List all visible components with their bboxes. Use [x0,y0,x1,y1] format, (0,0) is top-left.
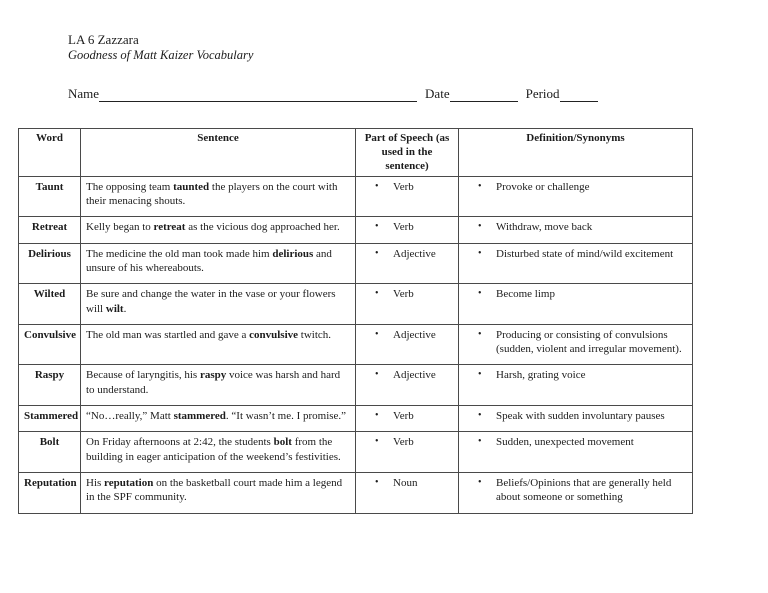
definition-text: Disturbed state of mind/wild excitement [496,247,674,260]
definition [459,365,693,406]
part-of-speech-line [361,220,453,234]
definition-text: Withdraw, move back [496,221,593,234]
sentence-cell [81,365,356,406]
sentence-text: the players on the court with their menacing shouts. [86,180,338,208]
definition [459,472,693,513]
sentence-text: The opposing team [86,180,174,193]
part-of-speech-line [361,328,453,342]
part-of-speech-text: Verb [393,221,414,234]
sentence-text: on the basketball court made him a legend in the SPF community. [86,476,343,504]
sentence-text: His [86,476,105,489]
bullet-icon: • [478,221,482,233]
part-of-speech [356,284,459,325]
vocab-word-bold: delirious [272,247,314,260]
part-of-speech-text: Adjective [393,328,436,341]
definition-text: Harsh, grating voice [496,369,586,382]
vocab-word-bold: stammered [173,410,226,423]
definition-text: Speak with sudden involuntary pauses [496,410,665,423]
definition-line [464,287,687,301]
bullet-icon: • [478,369,482,381]
word-cell: Retreat [19,217,81,243]
part-of-speech [356,324,459,365]
bullet-icon: • [375,410,379,422]
vocab-word-bold: raspy [199,369,227,382]
date-blank [450,88,518,102]
sentence-text: Be sure and change the water in the vase or your flowers will [86,288,336,315]
table-row [19,432,693,473]
course-title: LA 6 Zazzara [68,32,139,47]
bullet-icon: • [375,436,379,448]
definition [459,176,693,217]
part-of-speech [356,432,459,473]
part-of-speech-line [361,435,453,449]
definition-text: Beliefs/Opinions that are generally held about someone or something [496,476,672,504]
table-row [19,284,693,325]
column-header: Definition/Synonyms [459,128,693,176]
table-row [19,406,693,432]
definition [459,217,693,243]
word-cell: Stammered [19,406,81,432]
table-row [19,472,693,513]
bullet-icon: • [375,221,379,233]
sentence-cell [81,406,356,432]
worksheet-title: Goodness of Matt Kaizer Vocabulary [68,48,254,63]
word-cell: Convulsive [19,324,81,365]
sentence-text: The old man was startled and gave a [86,328,250,341]
column-header: Word [19,128,81,176]
name-label: Name [68,85,100,101]
sentence-text: . “It wasn’t me. I promise.” [225,410,347,423]
definition [459,284,693,325]
definition [459,324,693,365]
sentence-cell [81,432,356,473]
part-of-speech-text: Verb [393,180,414,193]
vocab-word-bold: retreat [153,221,186,234]
part-of-speech-text: Noun [393,476,418,489]
word-cell: Bolt [19,432,81,473]
sentence-text: from the building in eager anticipation of the weekend’s festivities. [86,436,341,463]
part-of-speech-text: Adjective [393,247,436,260]
vocabulary-table [18,128,693,514]
word-cell: Delirious [19,243,81,284]
definition-line [464,368,687,382]
table-header-row [19,128,693,176]
table-row [19,365,693,406]
definition [459,432,693,473]
bullet-icon: • [478,180,482,192]
sentence-text: as the vicious dog approached her. [185,221,340,234]
bullet-icon: • [478,410,482,422]
definition-text: Become limp [496,288,555,301]
definition [459,243,693,284]
sentence-cell [81,324,356,365]
sentence-cell [81,284,356,325]
date-label: Date [425,85,450,101]
sentence-text: . [123,302,127,315]
word-cell: Taunt [19,176,81,217]
bullet-icon: • [478,436,482,448]
part-of-speech-text: Verb [393,436,414,449]
definition-text: Sudden, unexpected movement [496,436,634,449]
definition-line [464,409,687,423]
bullet-icon: • [375,328,379,340]
definition-line [464,328,687,357]
sentence-cell [81,217,356,243]
part-of-speech-line [361,247,453,261]
part-of-speech [356,472,459,513]
definition [459,406,693,432]
bullet-icon: • [375,247,379,259]
period-blank [560,88,598,102]
part-of-speech-line [361,368,453,382]
sentence-text: Because of laryngitis, his [86,369,200,382]
sentence-text: Kelly began to [86,221,154,234]
definition-text: Producing or consisting of convulsions (sudden, violent and irregular movement). [496,328,682,356]
vocab-word-bold: taunted [173,180,210,193]
part-of-speech-line [361,287,453,301]
sentence-text: The medicine the old man took made him [86,247,273,260]
sentence-cell [81,472,356,513]
sentence-text: “No…really,” Matt [86,410,174,423]
part-of-speech [356,217,459,243]
part-of-speech-text: Verb [393,288,414,301]
sentence-text: voice was harsh and hard to understand. [86,369,341,396]
vocab-word-bold: reputation [104,476,154,489]
name-date-period-line [68,86,630,102]
vocab-word-bold: bolt [273,436,292,449]
word-cell: Raspy [19,365,81,406]
part-of-speech-line [361,180,453,194]
definition-line [464,476,687,505]
definition-line [464,180,687,194]
table-row [19,243,693,284]
column-header: Part of Speech (as used in the sentence) [356,128,459,176]
bullet-icon: • [375,476,379,488]
table-row [19,217,693,243]
definition-line [464,220,687,234]
sentence-text: On Friday afternoons at 2:42, the students [86,436,274,449]
table-row [19,176,693,217]
bullet-icon: • [478,288,482,300]
part-of-speech-line [361,476,453,490]
part-of-speech [356,243,459,284]
bullet-icon: • [375,180,379,192]
part-of-speech [356,365,459,406]
name-blank [99,88,417,102]
sentence-cell [81,176,356,217]
part-of-speech-text: Adjective [393,369,436,382]
definition-line [464,435,687,449]
part-of-speech [356,176,459,217]
bullet-icon: • [478,247,482,259]
sentence-text: and unsure of his whereabouts. [86,247,332,274]
vocab-word-bold: wilt [105,302,124,315]
sentence-cell [81,243,356,284]
bullet-icon: • [478,328,482,340]
part-of-speech-text: Verb [393,410,414,423]
definition-line [464,247,687,261]
definition-text: Provoke or challenge [496,180,590,193]
bullet-icon: • [478,476,482,488]
vocab-word-bold: convulsive [249,328,299,341]
word-cell: Wilted [19,284,81,325]
sentence-text: twitch. [298,328,332,341]
table-row [19,324,693,365]
document-header [0,0,768,64]
column-header: Sentence [81,128,356,176]
part-of-speech [356,406,459,432]
part-of-speech-line [361,409,453,423]
period-label: Period [525,85,560,101]
word-cell: Reputation [19,472,81,513]
bullet-icon: • [375,288,379,300]
bullet-icon: • [375,369,379,381]
